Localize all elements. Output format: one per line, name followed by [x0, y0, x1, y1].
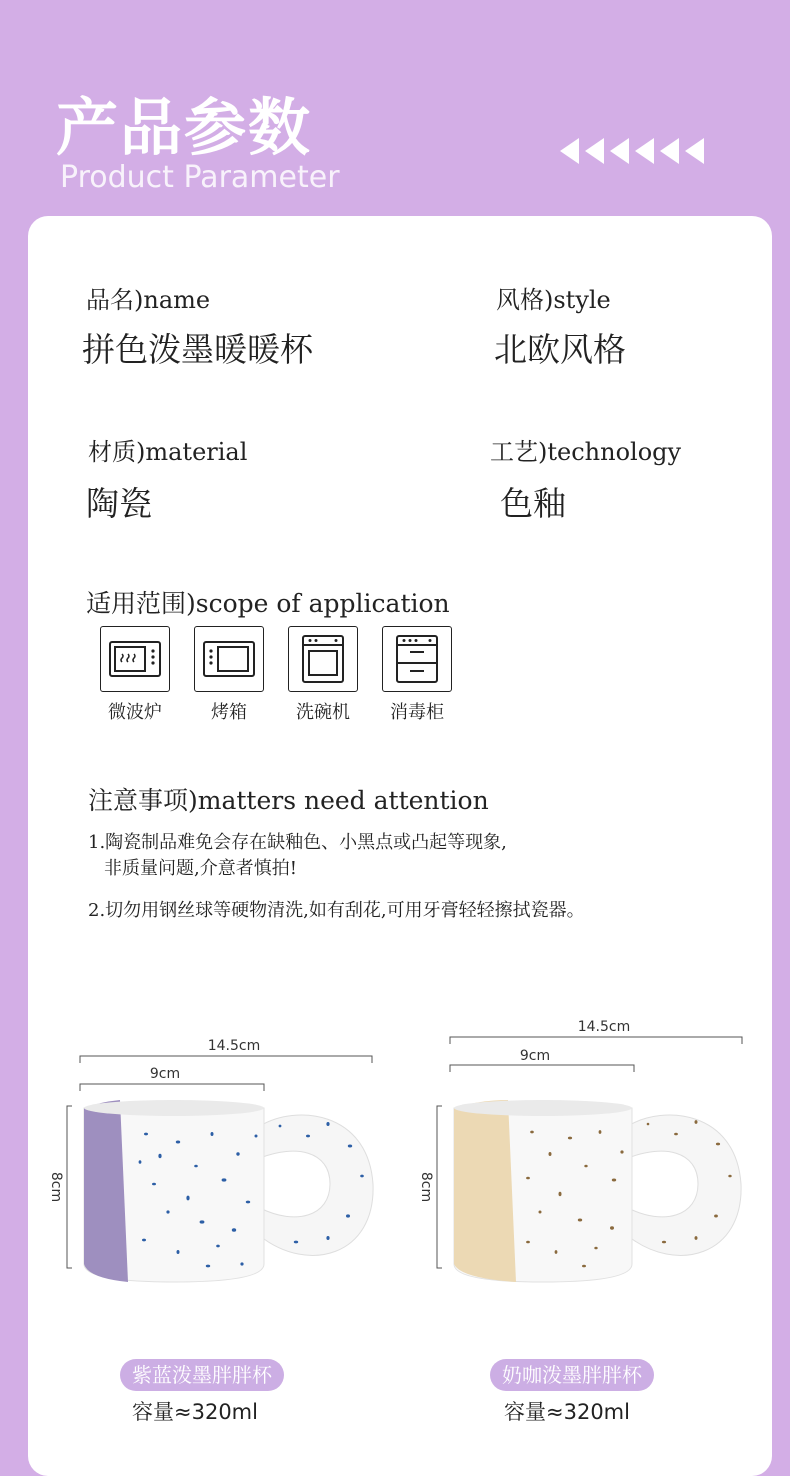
arrow-left-icon — [635, 138, 654, 164]
name-label: 品名)name — [86, 286, 211, 314]
attention-note-1 — [88, 830, 507, 882]
technology-label: 工艺)technology — [490, 438, 682, 466]
page-title: 产品参数 — [56, 91, 313, 164]
parameter-card — [28, 216, 772, 1476]
sterilizer-cabinet-icon — [382, 626, 452, 692]
attention-note-1-line-2: 非质量问题,介意者慎拍! — [104, 858, 297, 879]
dimension-total-width: 14.5cm — [577, 1019, 631, 1035]
product-capacity: 容量≈320ml — [504, 1400, 630, 1424]
technology-value: 色釉 — [500, 484, 566, 523]
arrow-left-icon — [660, 138, 679, 164]
dimension-height: 8cm — [418, 1171, 434, 1203]
mug-body — [84, 1100, 264, 1282]
application-item — [182, 626, 276, 724]
product-photo-cream — [400, 1016, 772, 1316]
arrow-left-icon — [685, 138, 704, 164]
style-label: 风格)style — [496, 286, 611, 314]
arrow-left-icon — [560, 138, 579, 164]
arrow-left-icon — [585, 138, 604, 164]
product-name-badge: 奶咖泼墨胖胖杯 — [490, 1359, 654, 1391]
application-label: 烤箱 — [211, 702, 247, 723]
application-item — [370, 626, 464, 724]
mug-body — [454, 1100, 632, 1282]
dimension-body-width: 9cm — [519, 1048, 551, 1064]
product-name-badge: 紫蓝泼墨胖胖杯 — [120, 1359, 284, 1391]
arrow-decoration — [560, 138, 710, 164]
dishwasher-icon — [288, 626, 358, 692]
application-item — [88, 626, 182, 724]
mug-handle — [628, 1115, 741, 1255]
name-value: 拼色泼墨暖暖杯 — [82, 330, 313, 369]
product-capacity: 容量≈320ml — [132, 1400, 258, 1424]
application-list — [88, 626, 464, 724]
application-title: 适用范围)scope of application — [86, 589, 450, 618]
product-photo-purple — [28, 1016, 400, 1316]
application-label: 洗碗机 — [296, 702, 350, 723]
dimension-body-width: 9cm — [149, 1066, 181, 1082]
microwave-icon — [100, 626, 170, 692]
application-label: 微波炉 — [108, 702, 162, 723]
material-value: 陶瓷 — [86, 484, 152, 523]
attention-note-1-line-1: 1.陶瓷制品难免会存在缺釉色、小黑点或凸起等现象, — [88, 832, 507, 853]
material-label: 材质)material — [88, 438, 248, 466]
attention-note-2: 2.切勿用钢丝球等硬物清洗,如有刮花,可用牙膏轻轻擦拭瓷器。 — [88, 900, 585, 921]
dimension-total-width: 14.5cm — [207, 1038, 261, 1054]
application-label: 消毒柜 — [390, 702, 444, 723]
dimension-height: 8cm — [48, 1171, 64, 1203]
application-item — [276, 626, 370, 724]
mug-handle — [260, 1115, 373, 1255]
page-subtitle: Product Parameter — [60, 160, 340, 195]
attention-title: 注意事项)matters need attention — [88, 786, 489, 815]
arrow-left-icon — [610, 138, 629, 164]
style-value: 北欧风格 — [494, 330, 626, 369]
oven-icon — [194, 626, 264, 692]
